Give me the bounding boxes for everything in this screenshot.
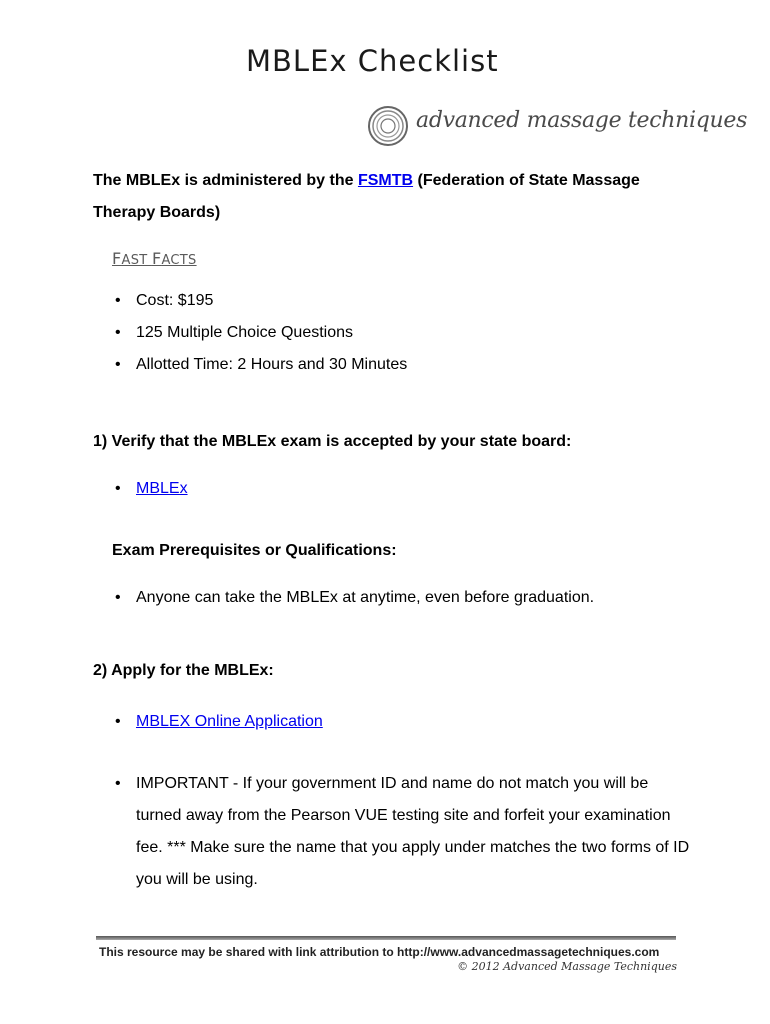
list-item	[112, 478, 188, 500]
intro-text-before: The MBLEx is administered by the	[93, 172, 358, 189]
bullet-dot-icon: •	[115, 292, 121, 309]
section-1-list	[112, 478, 188, 500]
section-2-heading: 2) Apply for the MBLEx:	[93, 662, 274, 679]
list-item: • Anyone can take the MBLEx at anytime, even before graduation.	[112, 587, 594, 609]
bullet-dot-icon: •	[115, 589, 121, 606]
footer-attribution: This resource may be shared with link attribution to http://www.advancedmassagetechniques.com	[99, 945, 660, 959]
bullet-dot-icon: •	[115, 324, 121, 341]
fast-facts-heading: FAST FACTS	[112, 249, 197, 268]
list-item: • 125 Multiple Choice Questions	[112, 322, 407, 354]
section-2-list	[112, 706, 712, 926]
prerequisites-heading: Exam Prerequisites or Qualifications:	[112, 542, 397, 559]
prerequisites-list	[112, 587, 594, 609]
swirl-circle-icon	[366, 104, 410, 148]
page-title: MBLEx Checklist	[246, 44, 499, 78]
list-item: • Allotted Time: 2 Hours and 30 Minutes	[112, 354, 407, 386]
brand-logo	[366, 104, 748, 148]
fast-facts-list	[112, 290, 407, 386]
logo-text: advanced massage techniques	[416, 108, 748, 133]
bullet-dot-icon: •	[115, 480, 121, 497]
footer-copyright: © 2012 Advanced Massage Techniques	[457, 960, 677, 973]
bullet-dot-icon: •	[115, 775, 121, 792]
footer-divider	[96, 936, 676, 940]
mblex-link[interactable]: MBLEx	[136, 480, 188, 497]
section-1-heading: 1) Verify that the MBLEx exam is accepted by your state board:	[93, 433, 572, 450]
intro-text-after: (Federation of State Massage Therapy Boards)	[93, 172, 640, 221]
list-item: • IMPORTANT - If your government ID and name do not match you will be turned away from the Pearson VUE testing site and forfeit your examination fee. *** Make sure the name that you apply under matches the two forms of ID you will be using.	[112, 768, 696, 896]
bullet-dot-icon: •	[115, 713, 121, 730]
online-application-link[interactable]: MBLEX Online Application	[136, 713, 323, 730]
fsmtb-link[interactable]: FSMTB	[357, 172, 414, 189]
list-item: • Cost: $195	[112, 290, 407, 322]
bullet-dot-icon: •	[115, 356, 121, 373]
list-item	[112, 706, 712, 738]
intro-paragraph	[93, 165, 653, 229]
